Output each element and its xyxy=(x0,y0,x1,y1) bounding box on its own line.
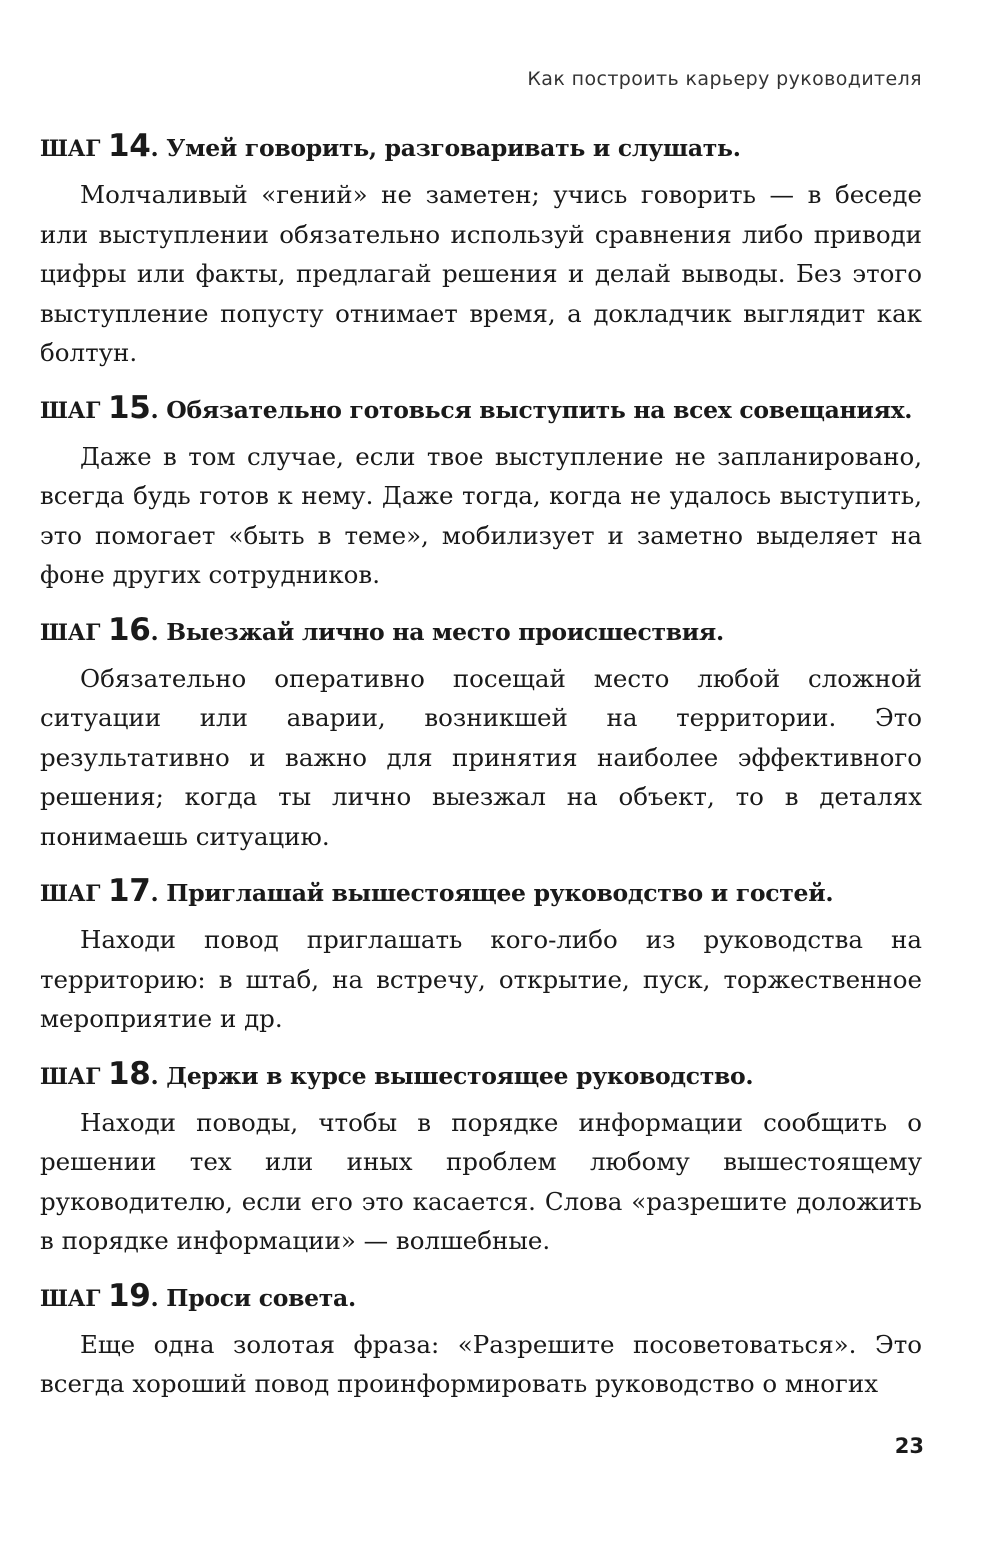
step-word: ШАГ xyxy=(40,397,101,424)
step-text: Находи повод приглашать кого-либо из руководства на территорию: в штаб, на встречу, открытие, пуск, торжественное мероприятие и др. xyxy=(40,925,922,1033)
step-heading xyxy=(40,612,922,651)
step-word: ШАГ xyxy=(40,619,101,646)
step-heading xyxy=(40,1056,922,1095)
step-heading xyxy=(40,873,922,912)
step-number: 17 xyxy=(108,873,151,909)
step-17 xyxy=(40,873,922,1039)
step-text: Молчаливый «гений» не заметен; учись говорить — в беседе или выступлении обязательно используй сравнения либо приводи цифры или факты, предлагай решения и делай выводы. Без этого выступление попусту отнимает время, а докладчик выглядит как болтун. xyxy=(40,180,922,367)
step-14 xyxy=(40,128,922,373)
step-heading xyxy=(40,1278,922,1317)
step-heading xyxy=(40,128,922,167)
step-15 xyxy=(40,390,922,595)
step-word: ШАГ xyxy=(40,881,101,907)
step-title: . Выезжай лично на место происшествия. xyxy=(150,617,724,646)
step-number: 16 xyxy=(108,611,151,648)
step-number: 19 xyxy=(108,1277,151,1314)
step-heading xyxy=(40,390,922,429)
step-text: Находи поводы, чтобы в порядке информации сообщить о решении тех или иных проблем любому вышестоящему руководителю, если его это касается. Слова «разрешите доложить в порядке информации» — волшебные. xyxy=(40,1107,922,1255)
running-header: Как построить карьеру руководителя xyxy=(527,68,922,90)
step-word: ШАГ xyxy=(40,1063,101,1090)
step-title: . Проси совета. xyxy=(150,1283,356,1312)
step-word: ШАГ xyxy=(40,1285,101,1312)
step-text: Обязательно оперативно посещай место любой сложной ситуации или аварии, возникшей на территории. Это результативно и важно для принятия наиболее эффективного решения; когда ты лично выезжал на объект, то в деталях понимаешь ситуацию. xyxy=(40,663,922,851)
step-text: Даже в том случае, если твое выступление не запланировано, всегда будь готов к нему. Даже тогда, когда не удалось выступить, это помогает «быть в теме», мобилизует и заметно выделяет на фоне других сотрудников. xyxy=(40,441,922,589)
step-19 xyxy=(40,1278,922,1404)
step-title: . Обязательно готовься выступить на всех совещаниях. xyxy=(150,395,913,424)
page-content xyxy=(40,128,922,1421)
step-16 xyxy=(40,612,922,857)
step-title: . Держи в курсе вышестоящее руководство. xyxy=(150,1061,754,1090)
step-18 xyxy=(40,1056,922,1261)
page-number: 23 xyxy=(894,1434,924,1458)
step-title: . Приглашай вышестоящее руководство и гостей. xyxy=(150,879,834,907)
step-title: . Умей говорить, разговаривать и слушать. xyxy=(150,134,741,162)
step-word: ШАГ xyxy=(40,136,101,162)
step-number: 15 xyxy=(108,389,151,426)
step-text: Еще одна золотая фраза: «Разрешите посоветоваться». Это всегда хороший повод проинформировать руководство о многих xyxy=(40,1329,922,1398)
step-number: 18 xyxy=(108,1055,151,1092)
step-number: 14 xyxy=(108,128,151,164)
